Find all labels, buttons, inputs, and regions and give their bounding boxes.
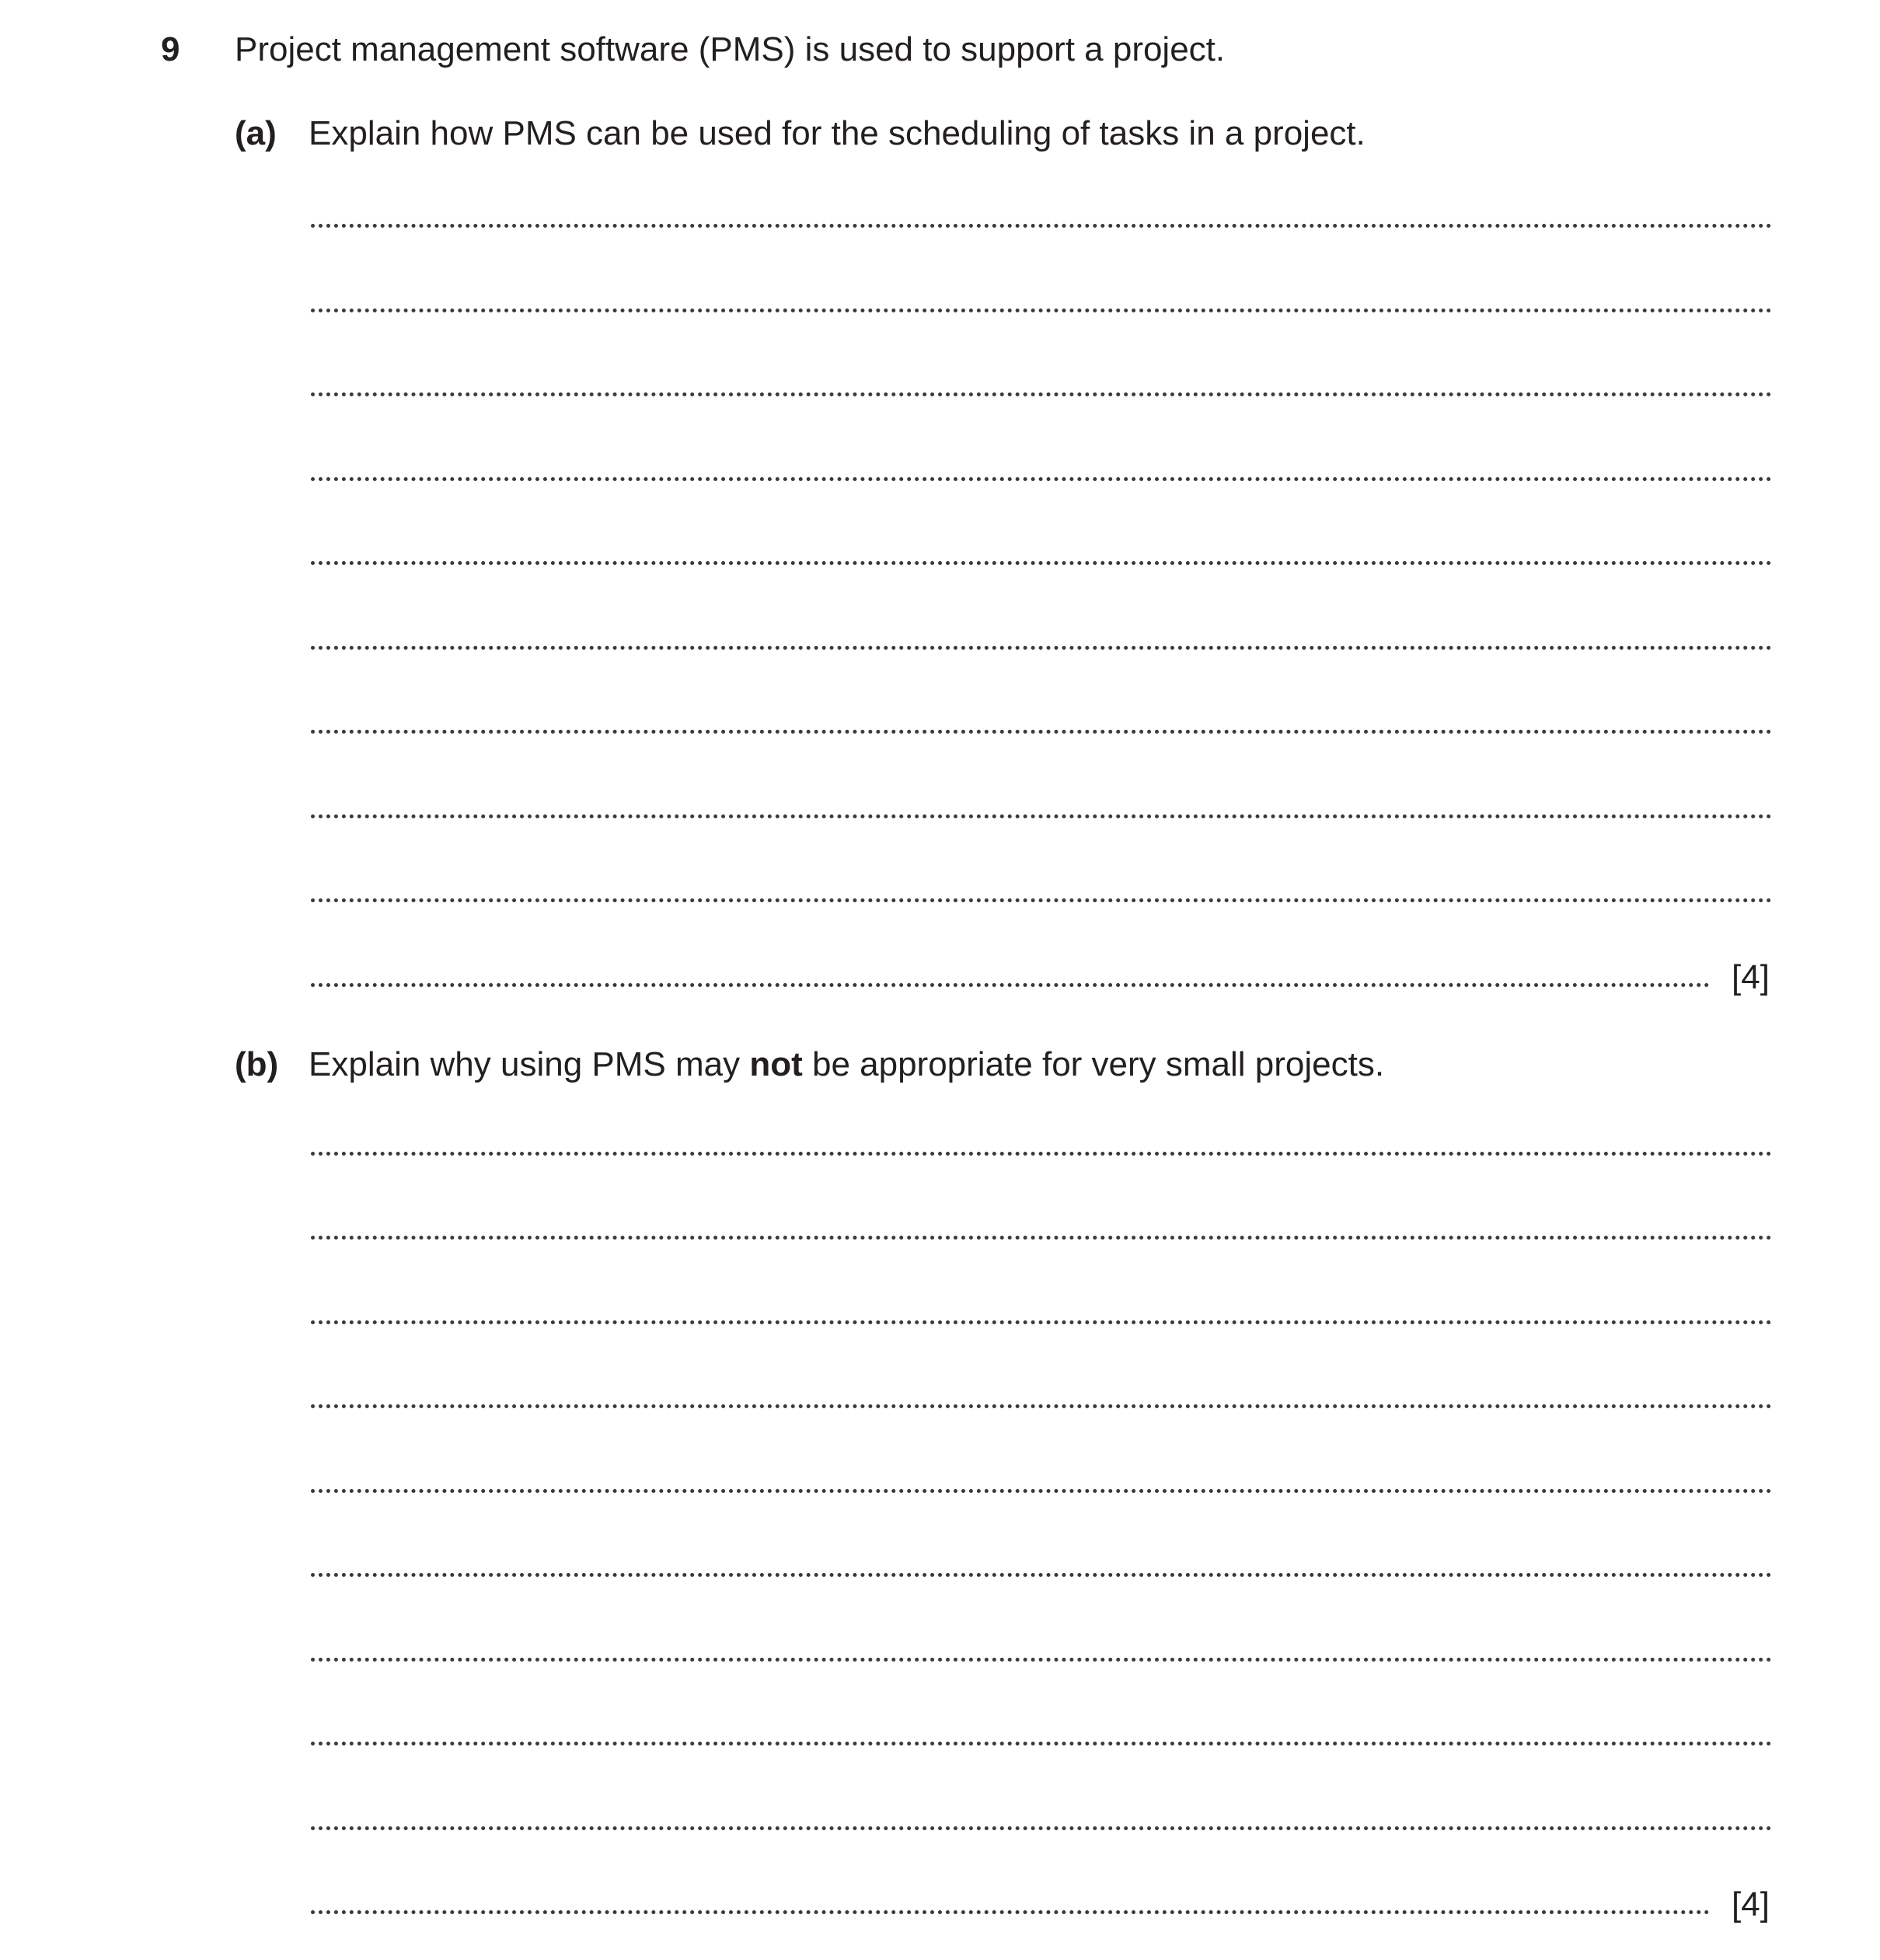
answer-line[interactable] — [311, 1742, 1772, 1746]
answer-line[interactable] — [311, 983, 1710, 987]
part-b-marks: [4] — [1732, 1885, 1770, 1923]
answer-line[interactable] — [311, 392, 1772, 396]
answer-line[interactable] — [311, 1404, 1772, 1408]
part-b-prompt-end: be appropriate for very small projects. — [802, 1045, 1385, 1083]
answer-line[interactable] — [311, 1152, 1772, 1156]
part-b-prompt — [309, 1041, 1384, 1088]
answer-line[interactable] — [311, 477, 1772, 481]
answer-line[interactable] — [311, 1236, 1772, 1240]
answer-line[interactable] — [311, 1320, 1772, 1324]
answer-line[interactable] — [311, 1489, 1772, 1493]
answer-line[interactable] — [311, 898, 1772, 902]
answer-line[interactable] — [311, 224, 1772, 228]
answer-line[interactable] — [311, 646, 1772, 650]
part-a-label: (a) — [235, 114, 277, 152]
part-b-prompt-emphasis: not — [749, 1045, 803, 1083]
part-b-label: (b) — [235, 1045, 279, 1083]
answer-line[interactable] — [311, 814, 1772, 818]
answer-line[interactable] — [311, 1826, 1772, 1830]
answer-line[interactable] — [311, 1658, 1772, 1662]
answer-line[interactable] — [311, 1573, 1772, 1577]
question-stem: Project management software (PMS) is used to support a project. — [235, 30, 1226, 68]
part-a-prompt: Explain how PMS can be used for the scheduling of tasks in a project. — [309, 114, 1366, 152]
part-a-marks: [4] — [1732, 958, 1770, 996]
answer-line[interactable] — [311, 309, 1772, 312]
answer-line[interactable] — [311, 730, 1772, 734]
part-b-prompt-start: Explain why using PMS may — [309, 1045, 750, 1083]
answer-line[interactable] — [311, 1910, 1710, 1914]
answer-line[interactable] — [311, 561, 1772, 565]
question-number: 9 — [161, 30, 180, 68]
